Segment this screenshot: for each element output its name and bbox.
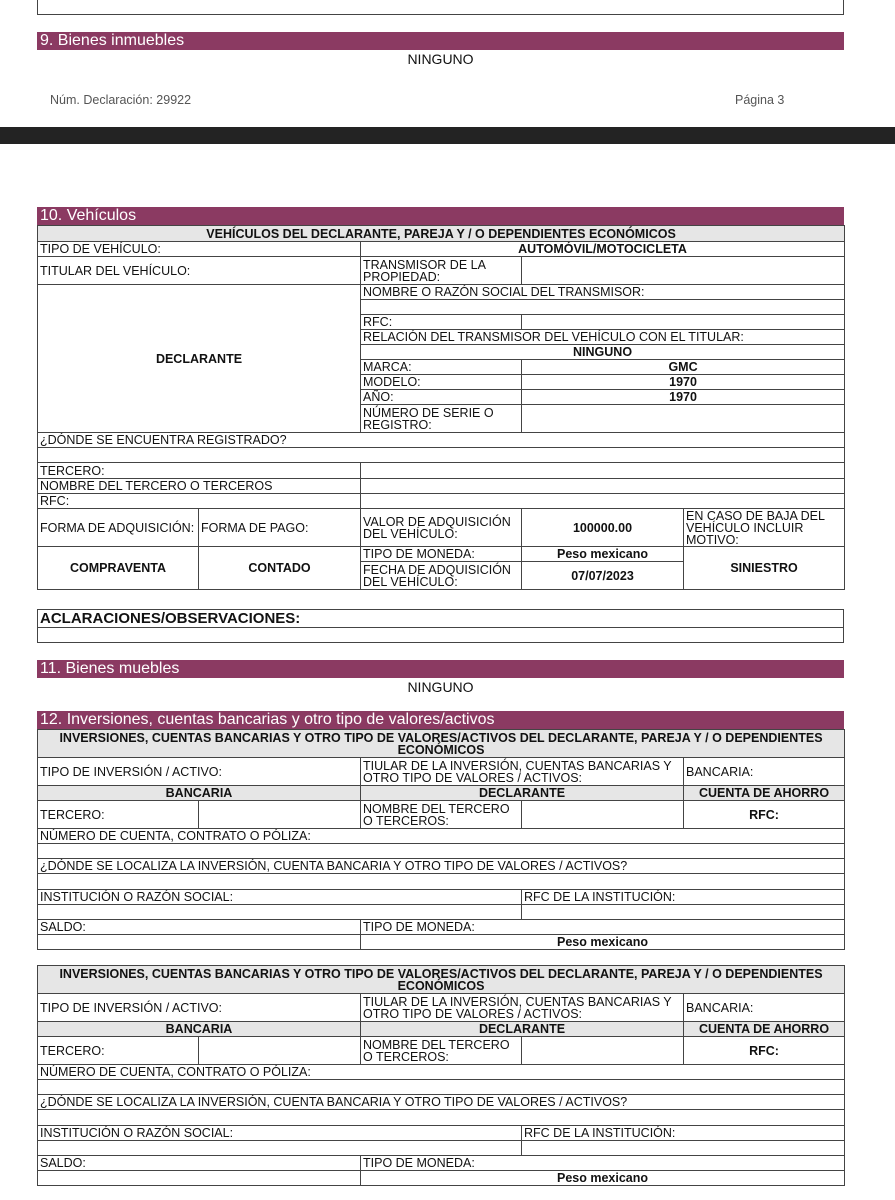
numero-cuenta-value [38,1080,845,1095]
tipo-inversion-value: BANCARIA [38,1022,361,1037]
fecha-adquisicion-label: FECHA DE ADQUISICIÓN DEL VEHÍCULO: [361,562,522,590]
tipo-moneda-value: Peso mexicano [361,1171,845,1186]
titular-vehiculo-value: DECLARANTE [38,285,361,433]
aclaraciones-table [37,609,844,643]
marca-label: MARCA: [361,360,522,375]
localiza-value [38,874,845,890]
modelo-label: MODELO: [361,375,522,390]
valor-adquisicion-label: VALOR DE ADQUISICIÓN DEL VEHÍCULO: [361,509,522,547]
baja-motivo-value: SINIESTRO [684,547,845,590]
aclaraciones-label: ACLARACIONES/OBSERVACIONES: [38,610,844,628]
anio-value: 1970 [522,390,845,405]
titular-inversion-value: DECLARANTE [361,786,684,801]
nombre-tercero-label: NOMBRE DEL TERCERO O TERCEROS [38,479,361,494]
bancaria-label: BANCARIA: [684,758,845,786]
rfc-institucion-value [522,1141,845,1156]
tercero-value [199,801,361,829]
tercero-label: TERCERO: [38,463,361,479]
valor-adquisicion-value: 100000.00 [522,509,684,547]
tercero-value [361,463,845,479]
tipo-vehiculo-value: AUTOMÓVIL/MOTOCICLETA [361,242,845,257]
nombre-tercero-label: NOMBRE DEL TERCERO O TERCEROS: [361,1037,522,1065]
tipo-moneda-label: TIPO DE MONEDA: [361,547,522,562]
forma-pago-label: FORMA DE PAGO: [199,509,361,547]
localiza-label: ¿DÓNDE SE LOCALIZA LA INVERSIÓN, CUENTA BANCARIA Y OTRO TIPO DE VALORES / ACTIVOS? [38,859,845,874]
declaration-number: Núm. Declaración: 29922 [50,93,192,107]
saldo-label: SALDO: [38,920,361,935]
transmisor-label: TRANSMISOR DE LA PROPIEDAD: [361,257,522,285]
titular-inversion-value: DECLARANTE [361,1022,684,1037]
donde-registrado-value [38,448,845,463]
fecha-adquisicion-value: 07/07/2023 [522,562,684,590]
rfc-transmisor-value [522,315,845,330]
forma-pago-value: CONTADO [199,547,361,590]
section-10-header: 10. Vehículos [37,207,844,225]
rfc-institucion-value [522,905,845,920]
institucion-label: INSTITUCIÓN O RAZÓN SOCIAL: [38,890,522,905]
rfc-tercero-value [361,494,845,509]
tipo-inversion-value: BANCARIA [38,786,361,801]
nombre-tercero-value [361,479,845,494]
bancaria-value: CUENTA DE AHORRO [684,1022,845,1037]
tercero-label: TERCERO: [38,801,199,829]
rfc-institucion-label: RFC DE LA INSTITUCIÓN: [522,890,845,905]
section-9-ninguno: NINGUNO [407,51,474,67]
relacion-value: NINGUNO [361,345,845,360]
nombre-tercero-value [522,1037,684,1065]
previous-table-fragment [37,0,844,15]
tipo-inversion-label: TIPO DE INVERSIÓN / ACTIVO: [38,758,361,786]
investments-header: INVERSIONES, CUENTAS BANCARIAS Y OTRO TIPO DE VALORES/ACTIVOS DEL DECLARANTE, PAREJA Y / O DEPENDIENTES ECONÓMICOS [38,966,845,994]
numero-cuenta-value [38,844,845,859]
forma-adquisicion-value: COMPRAVENTA [38,547,199,590]
tipo-moneda-value: Peso mexicano [522,547,684,562]
serie-value [522,405,845,433]
rfc-label: RFC: [684,1037,845,1065]
vehicles-header: VEHÍCULOS DEL DECLARANTE, PAREJA Y / O DEPENDIENTES ECONÓMICOS [38,226,845,242]
tipo-inversion-label: TIPO DE INVERSIÓN / ACTIVO: [38,994,361,1022]
investment-table-1 [37,729,844,950]
numero-cuenta-label: NÚMERO DE CUENTA, CONTRATO O PÓLIZA: [38,1065,845,1080]
rfc-transmisor-label: RFC: [361,315,522,330]
titular-inversion-label: TIULAR DE LA INVERSIÓN, CUENTAS BANCARIAS Y OTRO TIPO DE VALORES / ACTIVOS: [361,994,684,1022]
titular-inversion-label: TIULAR DE LA INVERSIÓN, CUENTAS BANCARIAS Y OTRO TIPO DE VALORES / ACTIVOS: [361,758,684,786]
marca-value: GMC [522,360,845,375]
nombre-tercero-value [522,801,684,829]
page-break-band [0,127,895,144]
saldo-label: SALDO: [38,1156,361,1171]
localiza-value [38,1110,845,1126]
vehicles-table [37,225,844,590]
relacion-label: RELACIÓN DEL TRANSMISOR DEL VEHÍCULO CON EL TITULAR: [361,330,845,345]
tipo-moneda-label: TIPO DE MONEDA: [361,920,845,935]
institucion-value [38,1141,522,1156]
section-9-header: 9. Bienes inmuebles [37,32,844,50]
donde-registrado-label: ¿DÓNDE SE ENCUENTRA REGISTRADO? [38,433,845,448]
titular-vehiculo-label: TITULAR DEL VEHÍCULO: [38,257,361,285]
institucion-label: INSTITUCIÓN O RAZÓN SOCIAL: [38,1126,522,1141]
nombre-tercero-label: NOMBRE DEL TERCERO O TERCEROS: [361,801,522,829]
forma-adquisicion-label: FORMA DE ADQUISICIÓN: [38,509,199,547]
saldo-value [38,1171,361,1186]
numero-cuenta-label: NÚMERO DE CUENTA, CONTRATO O PÓLIZA: [38,829,845,844]
aclaraciones-value [38,628,844,643]
investment-table-2 [37,965,844,1186]
section-11-header: 11. Bienes muebles [37,660,844,678]
tercero-value [199,1037,361,1065]
nombre-transmisor-value [361,300,845,315]
institucion-value [38,905,522,920]
bancaria-value: CUENTA DE AHORRO [684,786,845,801]
bancaria-label: BANCARIA: [684,994,845,1022]
anio-label: AÑO: [361,390,522,405]
section-12-header: 12. Inversiones, cuentas bancarias y otro tipo de valores/activos [37,711,844,729]
tipo-vehiculo-label: TIPO DE VEHÍCULO: [38,242,361,257]
localiza-label: ¿DÓNDE SE LOCALIZA LA INVERSIÓN, CUENTA BANCARIA Y OTRO TIPO DE VALORES / ACTIVOS? [38,1095,845,1110]
tipo-moneda-label: TIPO DE MONEDA: [361,1156,845,1171]
modelo-value: 1970 [522,375,845,390]
tipo-moneda-value: Peso mexicano [361,935,845,950]
baja-motivo-label: EN CASO DE BAJA DEL VEHÍCULO INCLUIR MOTIVO: [684,509,845,547]
rfc-tercero-label: RFC: [38,494,361,509]
nombre-transmisor-label: NOMBRE O RAZÓN SOCIAL DEL TRANSMISOR: [361,285,845,300]
transmisor-value [522,257,845,285]
saldo-value [38,935,361,950]
investments-header: INVERSIONES, CUENTAS BANCARIAS Y OTRO TIPO DE VALORES/ACTIVOS DEL DECLARANTE, PAREJA Y / O DEPENDIENTES ECONÓMICOS [38,730,845,758]
tercero-label: TERCERO: [38,1037,199,1065]
rfc-label: RFC: [684,801,845,829]
serie-label: NÚMERO DE SERIE O REGISTRO: [361,405,522,433]
section-11-ninguno: NINGUNO [407,679,474,695]
rfc-institucion-label: RFC DE LA INSTITUCIÓN: [522,1126,845,1141]
page-number: Página 3 [735,93,785,107]
